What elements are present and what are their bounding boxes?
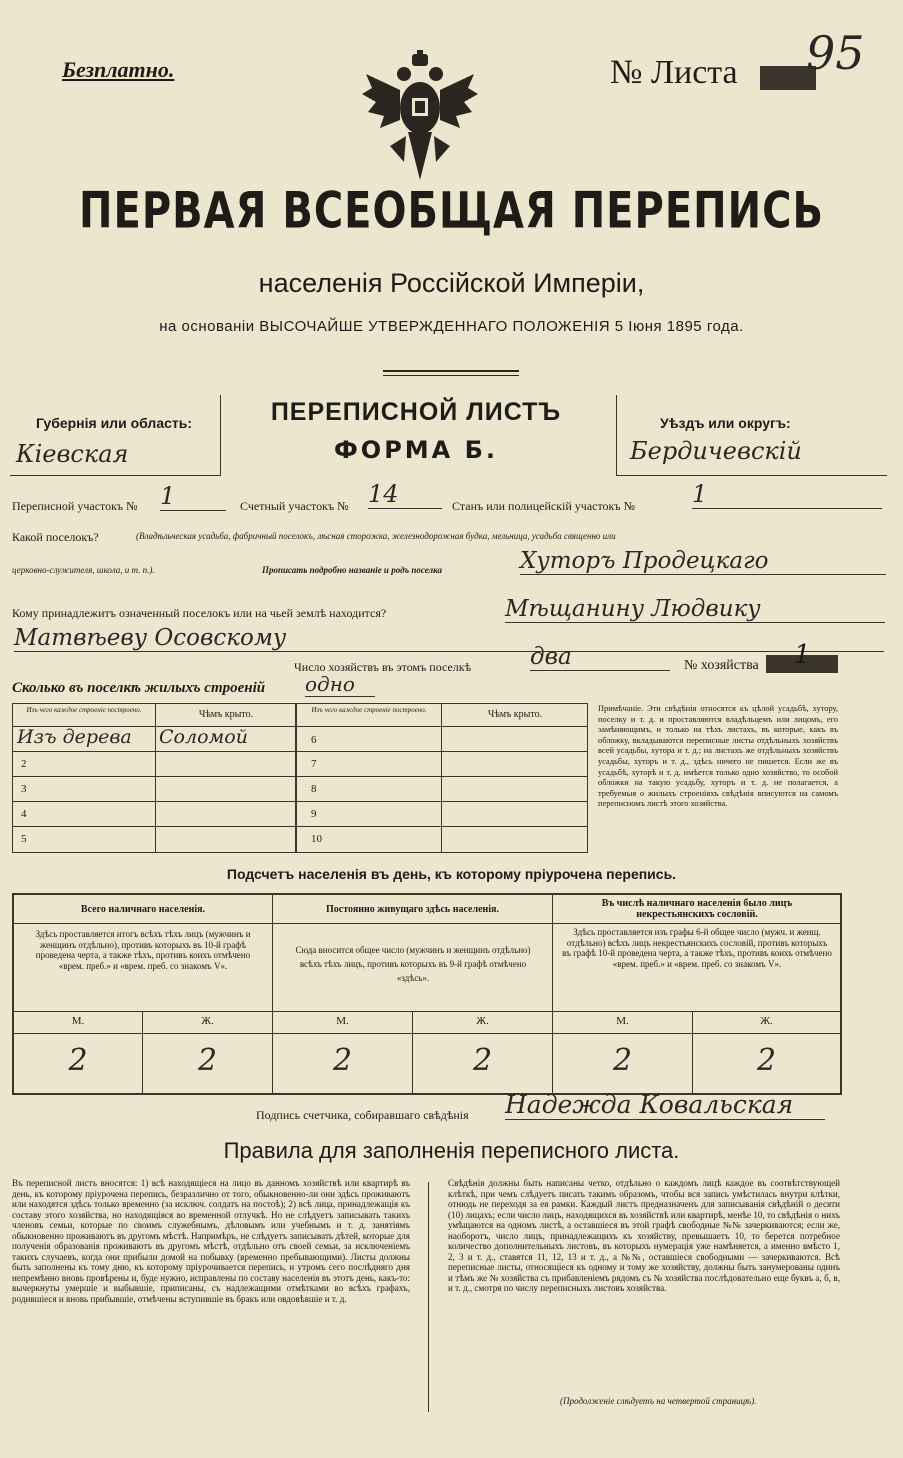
pop-f2-label: Ж. [476,1015,489,1027]
buildings-value: одно [305,672,375,697]
rules-right-text: Свѣдѣнія должны быть написаны четко, отдѣльно о каждомъ лицѣ каждое въ соотвѣтствующей клѣткѣ, при чемъ слѣдуетъ писать такимъ образомъ, чтобы вся запись умѣстилась внутри клѣтки, отнюдь не переходя за ея рамки. Каждый листъ предназначенъ для записыванія свѣдѣній о десяти (10) лицахъ; если число лицъ, находящихся въ хозяйствѣ или квартирѣ, менѣе 10, то свѣдѣнія о нихъ умѣщаются на одномъ листѣ, а оставшіеся въ этой графѣ свободные №№ зачеркиваются; если же, наоборотъ, число лицъ, принадлежащихъ къ хозяйству, превышаетъ 10, то берется потребное количество дополнительныхъ листовъ, въ которыхъ нумерація уже намѣняется, а именно вмѣсто 1, 2, 3 и т. д., ставятся 11, 12, 13 и т. д., а №№, оставшіеся свободными — зачеркиваются. Всѣ переписные листы, относящіеся къ одному и тому же хозяйству, должны быть занумерованы одинъ и тѣмъ же № хозяйства съ прибавленіемъ рядомъ съ № хозяйства послѣдовательно еще буквъ а, б, в, и т. д., смотря по числу переписныхъ листовъ хозяйства. [448,1178,840,1293]
pop-value-5: 2 [612,1043,633,1078]
settlement-hint-2: церковно-служителя, школа, и т. п.). [12,565,155,575]
pop-value-3: 2 [332,1043,353,1078]
census-basis: на основаніи ВЫСОЧАЙШЕ УТВЕРЖДЕННАГО ПОЛОЖЕНІЯ 5 Іюня 1895 года. [159,318,744,335]
rules-left-text: Въ переписной листъ вносятся: 1) всѣ находящіеся на лицо въ данномъ хозяйствѣ или квартирѣ въ день, къ которому пріурочена перепись, безразлично от того, обыкновенно-ли они здѣсь проживаютъ или находятся здѣсь только временно (за исключ. солдатъ на постоѣ); 2) всѣ лица, принадлежащія къ составу этого хозяйства, но находящіяся во временной отлучкѣ. Но не слѣдуетъ записывать такихъ членовъ семьи, которые по своимъ служебнымъ, дѣловымъ или учебнымъ и т. д. занятіямъ обыкновенно проживаютъ въ другомъ мѣстѣ. Напримѣръ, не слѣдуетъ записывать дѣтей, которые для полученія образованія проживаютъ въ другомъ мѣстѣ, отдѣльно отъ своей семьи, за исключеніемъ такихъ случаевъ, когда они прибыли домой на побывку (временно пребывающими). Листы должны быть заполнены къ тому дню, къ которому пріурочивается перепись, и утромъ сего послѣдняго дня непремѣнно вновь провѣрены и, буде нужно, исправлены по составу населенія въ этотъ день, какъ-то: вычеркнуты умершіе и выбывшіе, приписаны, съ надлежащими отмѣтками во всѣхъ графахъ, родившіеся и вновь прибывшіе, отмѣчены вступившіе въ бракъ или овдовѣвшіе и т. д. [12,1178,410,1304]
free-label: Безплатно. [62,57,175,82]
settlement-hint-1: (Владѣльческая усадьба, фабричный поселокъ, лѣсная сторожка, железнодорожная будка, мельница, усадьба священно или [136,531,616,541]
pop-f1-label: Ж. [201,1015,214,1027]
building-row-8-num: 8 [311,783,317,795]
sheet-number-label: № Листа [610,54,738,91]
pop-f3-label: Ж. [760,1015,773,1027]
col-roof-header-2: Чѣмъ крыто. [487,709,543,720]
pop-value-2: 2 [197,1043,218,1078]
building-row-1-material: Изъ дерева [17,726,132,748]
building-row-5-num: 5 [21,833,27,845]
population-table [12,893,842,1095]
count-area-label: Счетный участокъ № [240,499,349,513]
pop-m1-label: М. [71,1015,85,1027]
district-value: Бердичевскій [630,437,802,465]
double-headed-eagle-emblem [360,50,480,182]
building-row-6-num: 6 [311,734,317,746]
signature-label: Подпись счетчика, собиравшаго свѣдѣнія [256,1108,469,1122]
building-row-7-num: 7 [311,758,317,770]
building-row-10-num: 10 [311,833,322,845]
household-no-value: 1 [794,640,811,670]
owner-question: Кому принадлежитъ означенный поселокъ или на чьей землѣ находится? [12,606,387,620]
pop-m2-label: М. [336,1015,349,1027]
col-material-header-2: Изъ чего каждое строеніе построено. [311,706,427,714]
buildings-label: Сколько въ поселкѣ жилыхъ строеній [12,680,266,696]
household-no-label: № хозяйства [684,658,759,673]
col-material-header: Изъ чего каждое строеніе построено. [26,706,142,714]
population-col3-header: Въ числѣ наличнаго населенія было лицъ некрестьянскихъ сословій. [601,898,793,920]
population-col2-text: Сюда вносится общее число (мужчинъ и женщинъ отдѣльно) всѣхъ тѣхъ лицъ, противъ которыхъ въ 9-й графѣ отмѣчено «здѣсь». [295,945,531,983]
owner-value-2: Матвѣеву Осовскому [14,625,884,652]
population-col2-header: Постоянно живущаго здѣсь населенія. [326,904,499,915]
population-title: Подсчетъ населенія въ день, къ которому пріурочена перепись. [226,866,677,882]
buildings-note: Примѣчаніе. Эти свѣдѣнія относятся къ цѣлой усадьбѣ, хутору, поселку и т. д. и проставляются владѣльцемъ или лицомъ, его замѣняющимъ, и только на тѣхъ листахъ, въ которые, какъ въ обложку, вкладываются переписные листы отдѣльныхъ хозяйствъ всей усадьбы, хутора и т. д.; на листахъ же отдѣльныхъ хозяйствъ усадьбы, хуторъ и т. д., здѣсь ничего не пишется. Если же въ усадьбѣ, хуторѣ и т. д. имѣется только одно хозяйство, то особой обложки на такую усадьбу, хуторъ и т. д. не полагается, а требуемыя о жилыхъ строеніяхъ свѣдѣнія вписуются на самомъ переписномъ листѣ этого хозяйства. [598,704,838,809]
sheet-number-value: 95 [806,26,865,80]
building-row-9-num: 9 [311,808,317,820]
census-subtitle: населенія Россійской Имперіи, [258,268,645,298]
settlement-question: Какой поселокъ? [12,530,99,544]
province-value: Кіевская [16,440,129,468]
rules-continued: (Продолженіе слѣдуетъ на четвертой страницѣ). [560,1396,757,1406]
population-col1-text: Здѣсь проставляется итогъ всѣхъ тѣхъ лицъ (мужчинъ и женщинъ отдѣльно), противъ которыхъ въ 10-й графѣ проведена черта, а также тѣхъ, противъ коихъ отмѣчено «врем. преб.» и «врем. преб. со знакомъ V». [35,929,251,971]
buildings-table [12,703,588,853]
col-roof-header: Чѣмъ крыто. [198,709,254,720]
pop-value-4: 2 [472,1043,493,1078]
settlement-value: Хуторъ Продецкаго [520,548,886,575]
households-value: два [530,644,670,671]
pop-value-1: 2 [68,1043,88,1078]
rules-title: Правила для заполненія переписного листа. [223,1138,680,1163]
pop-m3-label: М. [616,1015,629,1027]
pop-value-6: 2 [756,1043,777,1078]
census-area-label: Переписной участокъ № [12,499,138,513]
province-label: Губернія или область: [36,415,193,431]
rules-divider [428,1182,429,1412]
signature-value: Надежда Ковальская [505,1090,825,1120]
population-col1-header: Всего наличнаго населенія. [80,904,206,915]
stan-value: 1 [692,480,882,509]
header-double-rule [383,370,519,376]
sheet-title: ПЕРЕПИСНОЙ ЛИСТЪ [270,398,562,426]
households-label: Число хозяйствъ въ этомъ поселкѣ [294,660,472,674]
building-row-4-num: 4 [21,808,27,820]
census-area-value: 1 [160,482,226,511]
form-label: ФОРМА Б. [333,436,498,464]
owner-value-1: Мѣщанину Людвику [505,596,885,623]
district-label: Уѣздъ или округъ: [660,415,791,431]
building-row-3-num: 3 [21,783,27,795]
population-col3-text: Здѣсь проставляется изъ графы 6-й общее число (мужч. и женщ. отдѣльно) всѣхъ лицъ некрестьянскихъ сословій, противъ которыхъ въ графѣ 10-й проведена черта, а также тѣхъ, противъ коихъ отмѣчено «врем. преб.» и «врем. преб. со знакомъ V». [562,927,832,969]
building-row-2-num: 2 [21,758,27,770]
census-title: ПЕРВАЯ ВСЕОБЩАЯ ПЕРЕПИСЬ [79,182,824,240]
building-row-1-roof: Соломой [159,726,248,748]
stan-label: Станъ или полицейскій участокъ № [452,499,636,513]
count-area-value: 14 [368,480,442,509]
settlement-hint-3: Прописать подробно названіе и родъ поселка [262,565,443,575]
